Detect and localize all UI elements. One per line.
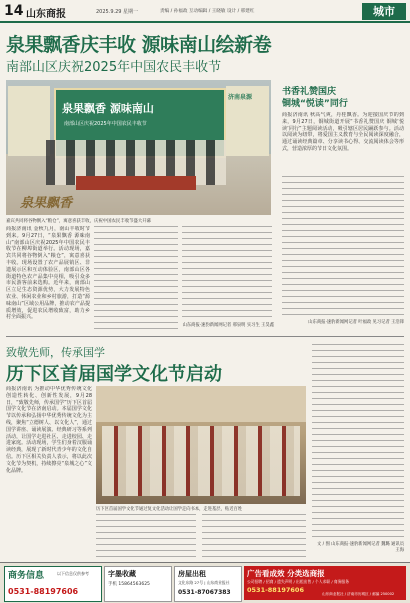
granary-table — [76, 176, 196, 190]
right-banner-text: 济南泉源 — [228, 94, 253, 101]
promo-title: 广告看成效 分类选商报 — [247, 569, 325, 578]
story2-body-col2 — [96, 514, 196, 560]
students-row — [102, 426, 300, 496]
ads-strip — [0, 562, 410, 603]
sidebar-body-rest — [282, 176, 404, 316]
page-number: 14 — [4, 3, 24, 19]
story1-subhead: 南部山区庆祝2025年中国农民丰收节 — [6, 60, 222, 75]
story1-body-col2 — [94, 226, 178, 332]
story1-body-col3 — [182, 226, 272, 322]
rental-note: 文化东路 27号 | 山东商业报社 — [178, 580, 230, 585]
sidebar-byline: 山东商报·速豹新闻网记者 叶福政 见习记者 王浩锋 — [308, 320, 404, 325]
biz-phone: 0531-88197606 — [8, 587, 79, 596]
classroom-wall — [96, 386, 306, 422]
promo-foot: 山东商业报社 / 济南市历城区 / 邮编 250002 — [322, 592, 395, 596]
story2-body-col1: 商报济南讯 为推动中华优秀传统文化创造性转化、创新性发展，9月28日，“致敬先师，传承国学”历下区首届国学文化节在济南启动。本届国学文化节以传承和弘扬中华优秀传统文化为主线，聚焦“立德树人、以文化人”，通过国学讲座、诵读展演、经典研习等系列活动，让国学走进社区、走进校园、走进家庭。活动现场，学生们身着汉服诵读经典，展现了新时代青少年的文化自信。历下区相关负责人表示，将以此次文化节为契机，持续擦亮“泉城之心”文化品牌。 — [6, 386, 92, 474]
sidebar-body: 商报济南讯 秋高气爽，丹桂飘香。为迎接国庆节的到来，9月27日，铜城街道开展“书香礼赞国庆 铜城‘悦读’同行”主题阅读活动，吸引辖区居民踊跃参与。活动以阅读为纽带，将爱国主义教育与全民阅读深度融合，通过诵读经典篇章、分享读书心得、交流阅读体会等形式，营造浓厚的节日文化氛围。 — [282, 112, 404, 152]
section-badge: 城市 — [362, 3, 406, 20]
rental-title: 房屋出租 — [178, 570, 206, 578]
story1-body-col1: 商报济南讯 金秋九月，南山丰收时节到来。9月27日，“泉果飘香 源味南山”南部山区庆祝2025年中国农民丰收节在柳埠街道举行。活动现场，嘉宾共同将谷物倒入“粮仓”，寓意喜获丰收。现场设置了农产品展销区、非遗展示区和互动体验区，南部山区各街道特色农产品集中亮相，吸引众多市民游客前来选购。近年来，南部山区立足生态资源优势，大力发展特色农业、休闲农业和乡村旅游，打造“源味南山”区域公用品牌，推动农产品提质增效，促进农民增收致富，助力乡村全面振兴。 — [6, 226, 90, 321]
story2-photo-caption: 历下区首届国学文化节通过复文化活动让国学走向书本，走进基层，贴近百姓 — [96, 507, 243, 512]
story2-body-col3 — [202, 514, 306, 560]
sidebar-head2: 铜城“悦读”同行 — [282, 99, 348, 109]
backdrop-subtitle: 南部山区庆祝2025年中国农民丰收节 — [64, 121, 147, 127]
collect-title: 字墨收藏 — [108, 570, 136, 578]
biz-title: 商务信息 — [8, 571, 45, 581]
promo-phone: 0531-88197606 — [247, 586, 304, 594]
left-banner — [8, 86, 50, 156]
story1-headline: 泉果飘香庆丰收 源味南山绘新卷 — [6, 34, 272, 56]
rental-phone: 0531-87067383 — [178, 589, 231, 596]
story2-headline: 历下区首届国学文化节启动 — [6, 364, 222, 385]
masthead — [0, 0, 410, 22]
collect-ad — [104, 566, 172, 602]
story1-byline: 山东商报·速豹新闻网记者 邢泉明 实习生 王昊鑫 — [182, 323, 274, 328]
section-divider — [6, 336, 404, 337]
sidebar-head1: 书香礼赞国庆 — [282, 87, 337, 97]
biz-note: 以下信息仅供参考 — [57, 571, 89, 576]
story1-photo-caption: 嘉宾共同将谷物倒入“粮仓”，寓意喜获丰收，庆祝中国农民丰收节盛大开幕 — [6, 219, 152, 224]
rental-ad — [174, 566, 242, 602]
header-rule — [0, 21, 410, 23]
photo-banner-text: 泉果飘香 — [20, 196, 73, 211]
paper-name: 山东商报 — [26, 9, 66, 20]
right-banner — [226, 86, 269, 156]
promo-sub: 公司招聘 / 招商 / 遗失声明 / 出租出售 / 个人求职 / 商务服务 — [247, 579, 349, 584]
biz-ad — [4, 566, 102, 602]
story2-photo — [96, 386, 306, 504]
story1-photo — [6, 80, 271, 215]
story2-body-col4 — [312, 344, 404, 540]
editor-line: 责编 / 孙福政 互动编辑 / 王晓敏 设计 / 邢建红 — [160, 9, 255, 14]
backdrop-title: 泉果飘香 源味南山 — [62, 102, 154, 115]
promo-ad — [244, 566, 406, 600]
collect-phone: 手机 15864563625 — [108, 582, 150, 587]
issue-date: 2025.9.29 星期一 — [96, 9, 139, 15]
story2-byline: 文 / 图 山东商报·速豹新闻网记者 魏璐 通讯员 王海 — [317, 542, 404, 553]
story2-kicker: 致敬先师，传承国学 — [6, 346, 105, 359]
